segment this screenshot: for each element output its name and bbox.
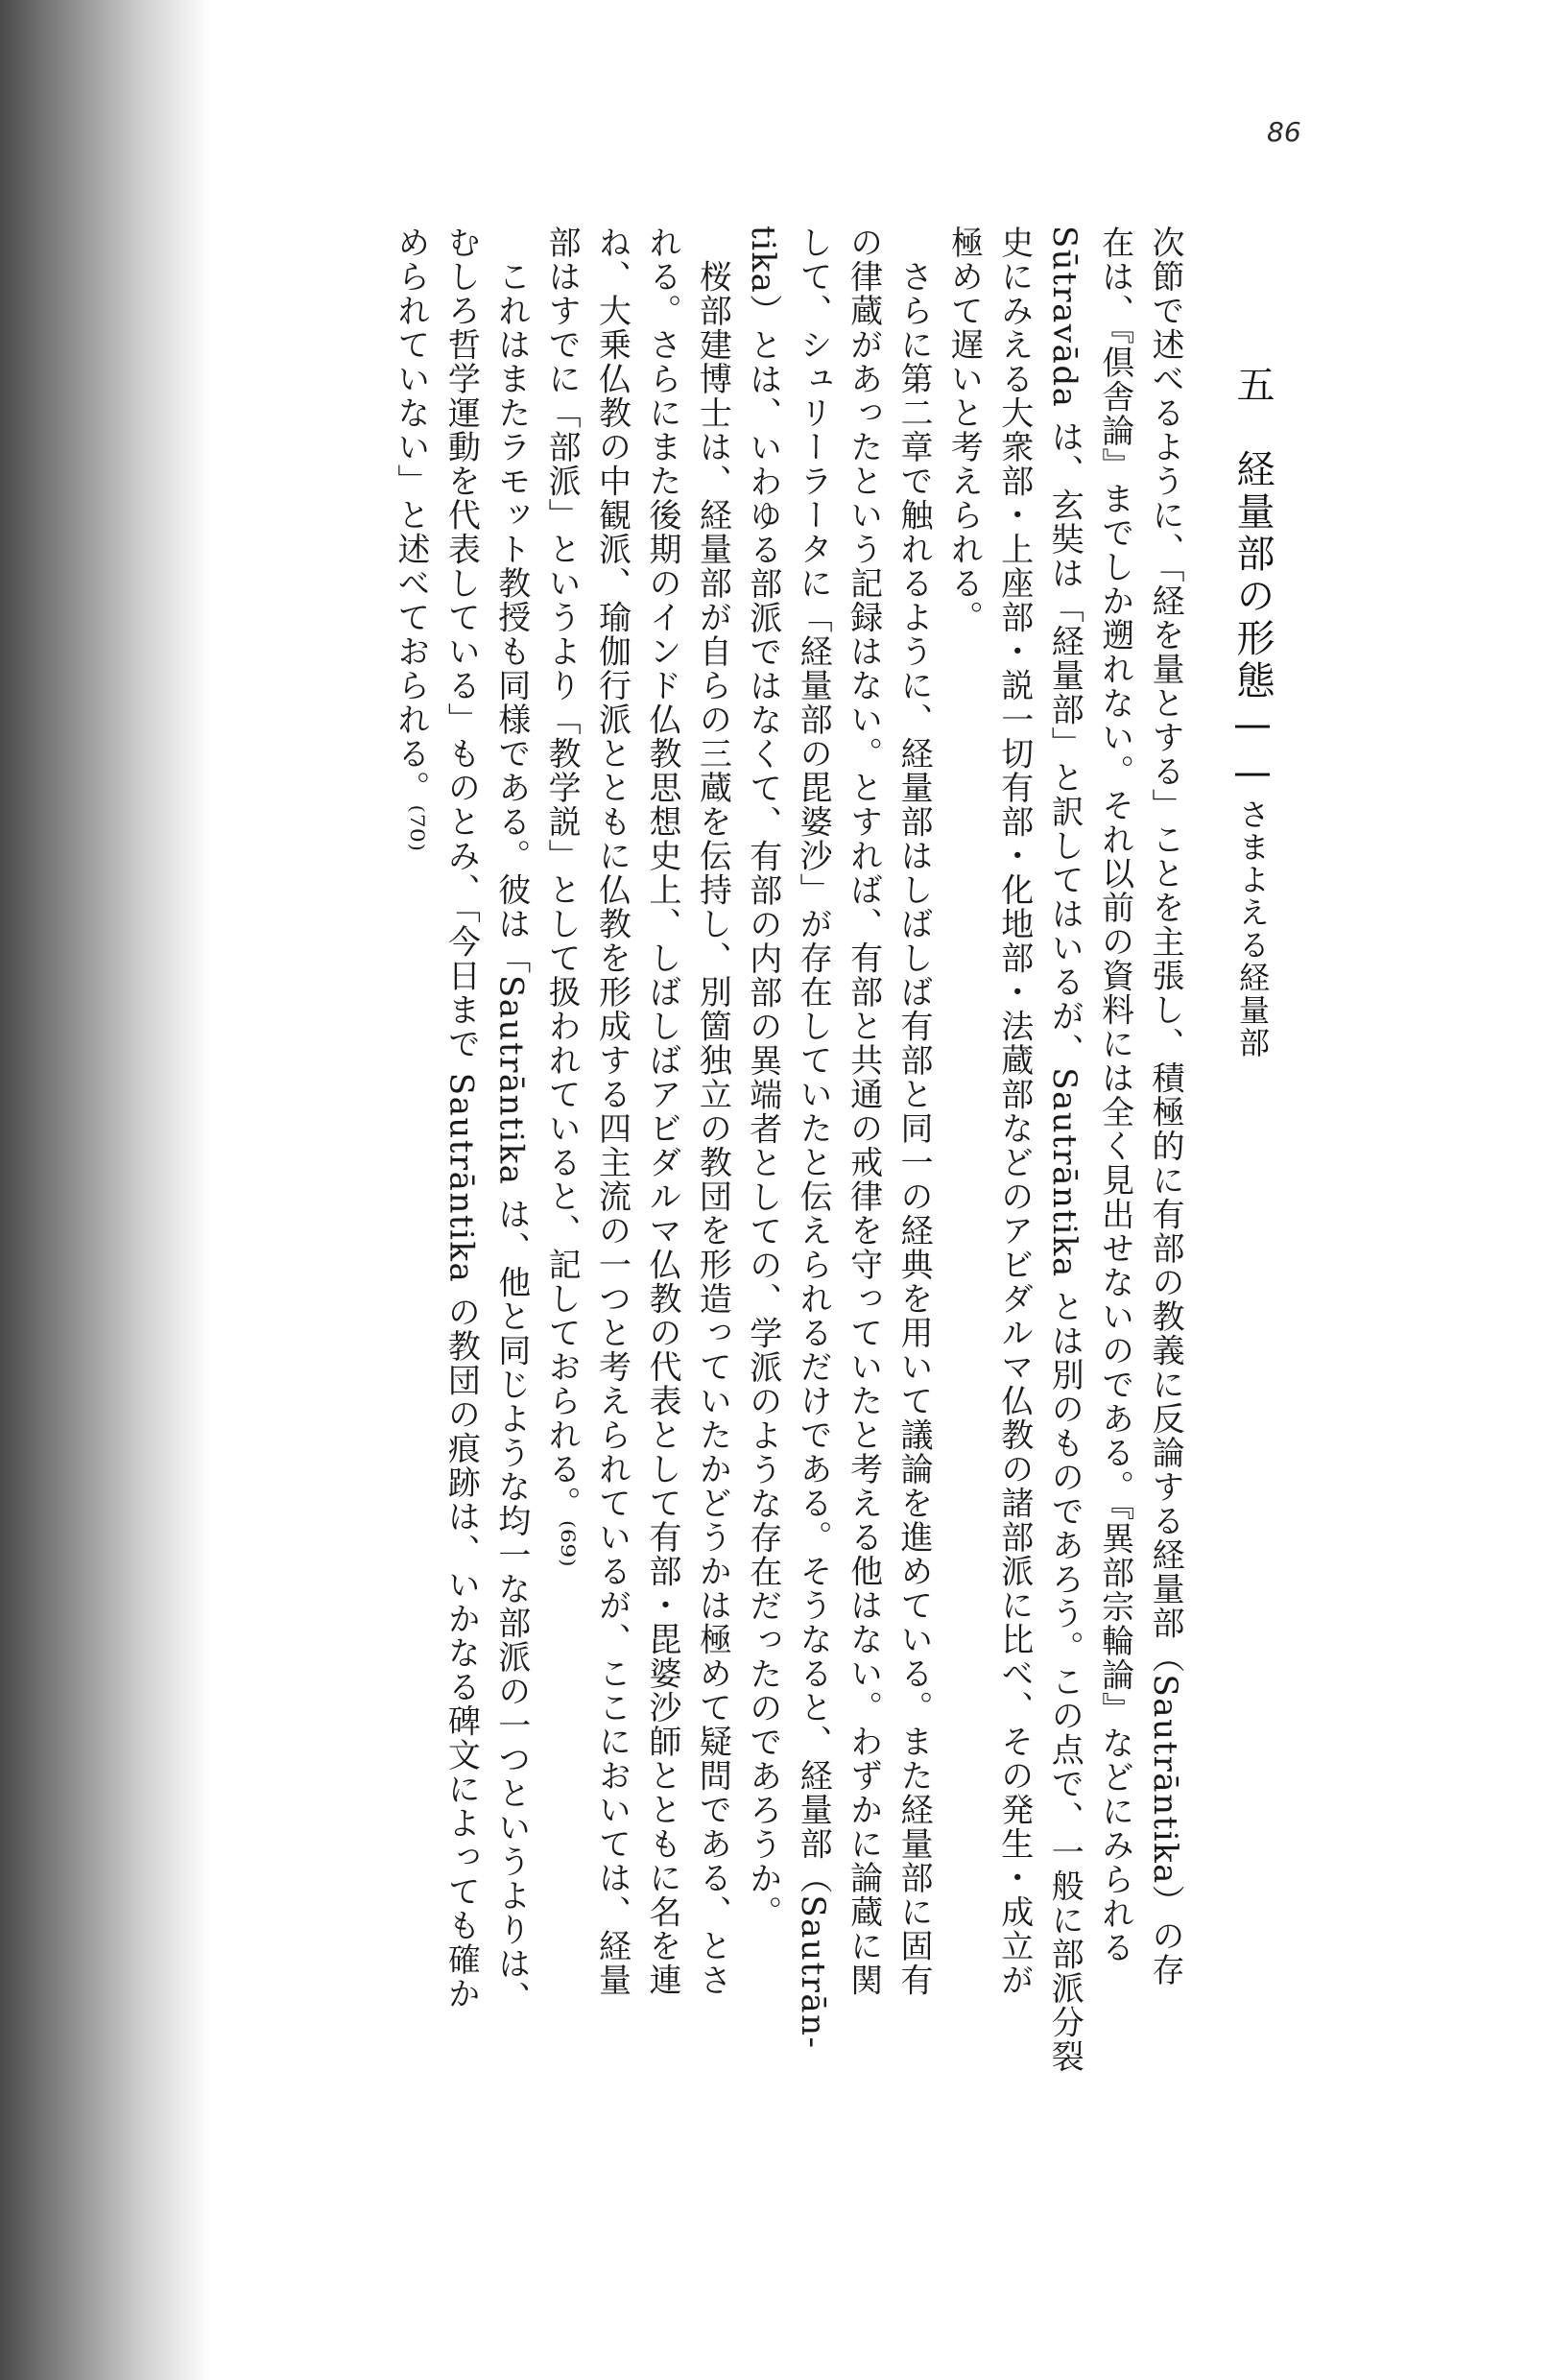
text-line: 部はすでに「部派」というより「教学説」として扱われていると、記しておられる。⁽⁶⁹⁾ bbox=[542, 226, 582, 1568]
text-line: これはまたラモット教授も同様である。彼は「Sautrāntika は、他と同じような均一な部派の一つというよりは、 bbox=[491, 226, 531, 2015]
text-line: さらに第二章で触れるように、経量部はしばしば有部と同一の経典を用いて議論を進めている。また経量部に固有 bbox=[894, 226, 933, 1997]
heading-dash: —— bbox=[1230, 702, 1275, 798]
section-subtitle: さまよえる経量部 bbox=[1234, 798, 1271, 1059]
text-line: 桜部建博士は、経量部が自らの三蔵を伝持し、別箇独立の教団を形造っていたかどうかは極めて疑問である、とさ bbox=[693, 226, 732, 1997]
page-number: 86 bbox=[1267, 116, 1301, 148]
text-line: められていない」と述べておられる。⁽⁷⁰⁾ bbox=[391, 226, 430, 853]
text-line: 在は、『倶舎論』までしか遡れない。それ以前の資料には全く見出せないのである。『異部宗輪論』などにみられる bbox=[1095, 226, 1134, 1964]
text-line: tika）とは、いわゆる部派ではなくて、有部の内部の異端者としての、学派のような存在だったのであろうか。 bbox=[743, 226, 782, 1930]
body-text bbox=[106, 226, 1190, 2202]
text-line: 極めて遅いと考えられる。 bbox=[944, 226, 984, 634]
text-line: して、シュリーラータに「経量部の毘婆沙」が存在していたと伝えられるだけである。そうなると、経量部（Sautrān- bbox=[794, 226, 833, 2050]
text-line: むしろ哲学運動を代表している」ものとみ、「今日まで Sautrāntika の教団の痕跡は、いかなる碑文によっても確か bbox=[441, 226, 481, 2011]
text-line: れる。さらにまた後期のインド仏教思想史上、しばしばアビダルマ仏教の代表として有部・毘婆沙師とともに名を連 bbox=[642, 226, 681, 1997]
text-line: の律蔵があったという記録はない。とすれば、有部と共通の戒律を守っていたと考える他はない。わずかに論蔵に関 bbox=[844, 226, 883, 1997]
section-heading bbox=[1209, 365, 1296, 1132]
text-line: 史にみえる大衆部・上座部・説一切有部・化地部・法蔵部などのアビダルマ仏教の諸部派に比べ、その発生・成立が bbox=[994, 226, 1034, 1997]
text-line: Sūtravāda は、玄奘は「経量部」と訳してはいるが、Sautrāntika とは別のものであろう。この点で、一般に部派分裂 bbox=[1045, 226, 1084, 2074]
text-line: ね、大乗仏教の中観派、瑜伽行派とともに仏教を形成する四主流の一つと考えられているが、ここにおいては、経量 bbox=[592, 226, 632, 1997]
text-line: 次節で述べるように、「経を量とする」ことを主張し、積極的に有部の教義に反論する経量部（Sautrāntika）の存 bbox=[1146, 226, 1184, 1987]
section-title: 経量部の形態 bbox=[1230, 449, 1275, 702]
section-number: 五 bbox=[1230, 365, 1275, 407]
